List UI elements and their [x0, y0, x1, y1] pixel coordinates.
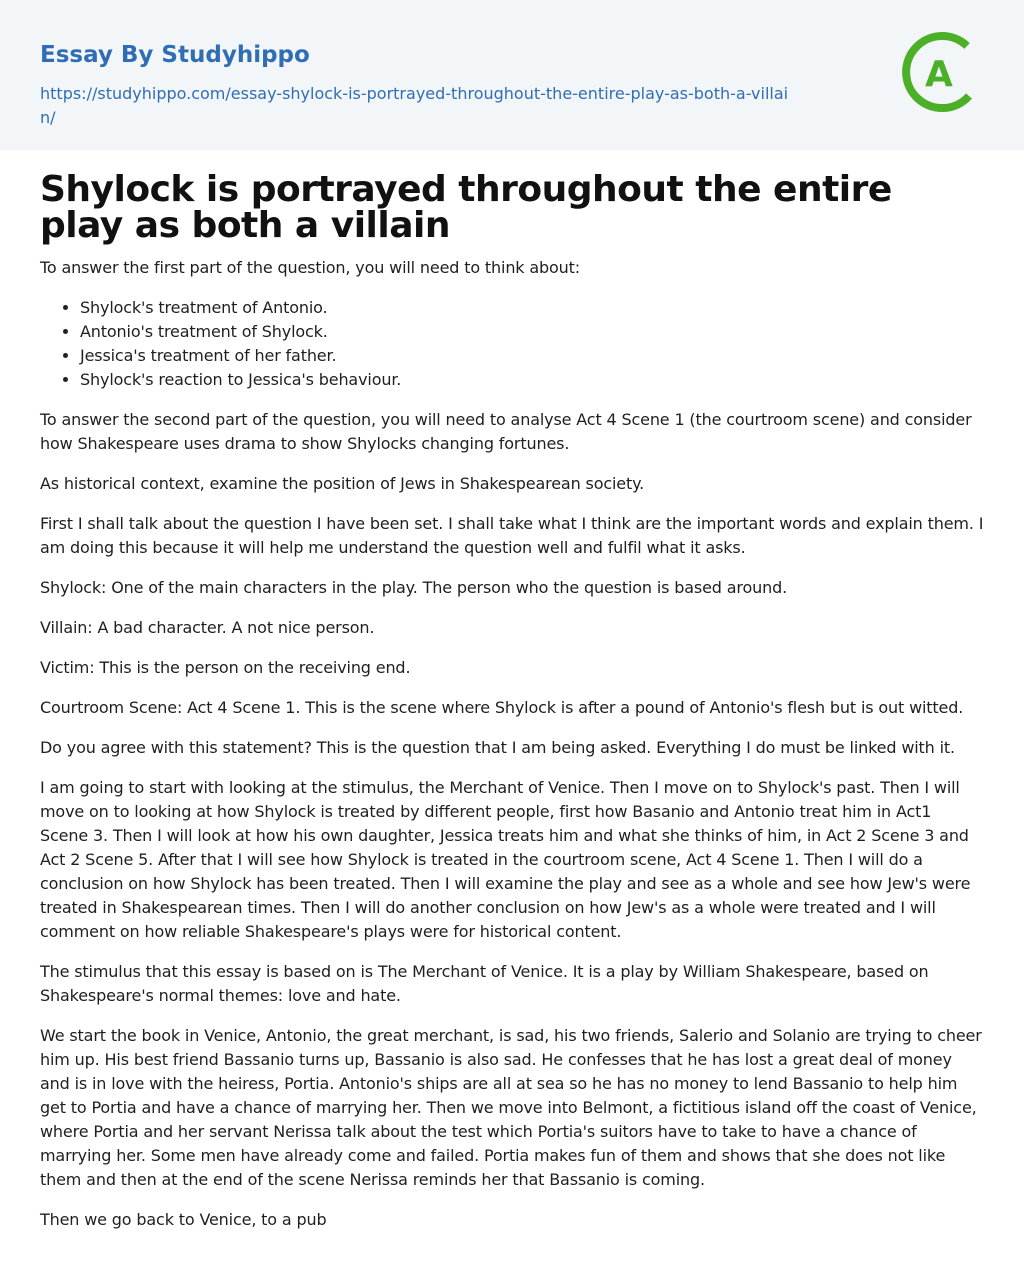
paragraph: I am going to start with looking at the stimulus, the Merchant of Venice. Then I move on to Shylock's past. Then I will move on to looking at how Shylock is treated by different people, first how Basanio and Antonio treat him in Act1 Scene 3. Then I will look at how his own daughter, Jessica treats him and what she thinks of him, in Act 2 Scene 3 and Act 2 Scene 5. After that I will see how Shylock is treated in the courtroom scene, Act 4 Scene 1. Then I will do a conclusion on how Shylock has been treated. Then I will examine the play and see as a whole and see how Jew's were treated in Shakespearean times. Then I will do another conclusion on how Jew's as a whole were treated and I will comment on how reliable Shakespeare's plays were for historical content.: [40, 778, 971, 941]
paragraph: Shylock: One of the main characters in the play. The person who the question is based around.: [40, 578, 788, 597]
list-item: • Shylock's reaction to Jessica's behaviour.: [80, 368, 984, 392]
logo-letter: A: [925, 54, 953, 95]
list-item: • Jessica's treatment of her father.: [80, 344, 984, 368]
site-brand[interactable]: Essay By Studyhippo: [40, 42, 310, 68]
paragraph: The stimulus that this essay is based on is The Merchant of Venice. It is a play by William Shakespeare, based on Shakespeare's normal themes: love and hate.: [40, 962, 929, 1005]
source-url-link[interactable]: https://studyhippo.com/essay-shylock-is-portrayed-throughout-the-entire-play-as-both-a-villain/: [40, 84, 789, 127]
paragraph: To answer the second part of the question, you will need to analyse Act 4 Scene 1 (the courtroom scene) and consider how Shakespeare uses drama to show Shylocks changing fortunes.: [40, 410, 972, 453]
studyhippo-logo-icon[interactable]: [900, 29, 986, 115]
paragraph: We start the book in Venice, Antonio, the great merchant, is sad, his two friends, Salerio and Solanio are trying to cheer him up. His best friend Bassanio turns up, Bassanio is also sad. He confesses that he has lost a great deal of money and is in love with the heiress, Portia. Antonio's ships are all at sea so he has no money to lend Bassanio to help him get to Portia and have a chance of marrying her. Then we move into Belmont, a fictitious island off the coast of Venice, where Portia and her servant Nerissa talk about the test which Portia's suitors have to take to have a chance of marrying her. Some men have already come and failed. Portia makes fun of them and shows that she does not like them and then at the end of the scene Nerissa reminds her that Bassanio is coming.: [40, 1026, 982, 1189]
question-points-list: [40, 296, 984, 392]
paragraph: First I shall talk about the question I have been set. I shall take what I think are the important words and explain them. I am doing this because it will help me understand the question well and fulfil what it asks.: [40, 514, 984, 557]
paragraph: Courtroom Scene: Act 4 Scene 1. This is the scene where Shylock is after a pound of Antonio's flesh but is out witted.: [40, 698, 964, 717]
site-header: [0, 0, 1024, 150]
article-body: [0, 150, 1024, 1232]
intro-paragraph: To answer the first part of the question, you will need to think about:: [40, 258, 581, 277]
paragraph: As historical context, examine the position of Jews in Shakespearean society.: [40, 474, 645, 493]
paragraph: Then we go back to Venice, to a pub: [40, 1210, 327, 1229]
article-title: Shylock is portrayed throughout the entire play as both a villain: [40, 169, 892, 246]
paragraph: Do you agree with this statement? This is the question that I am being asked. Everything I do must be linked with it.: [40, 738, 955, 757]
paragraph: Victim: This is the person on the receiving end.: [40, 658, 411, 677]
list-item: • Antonio's treatment of Shylock.: [80, 320, 984, 344]
paragraph: Villain: A bad character. A not nice person.: [40, 618, 375, 637]
list-item: • Shylock's treatment of Antonio.: [80, 296, 984, 320]
